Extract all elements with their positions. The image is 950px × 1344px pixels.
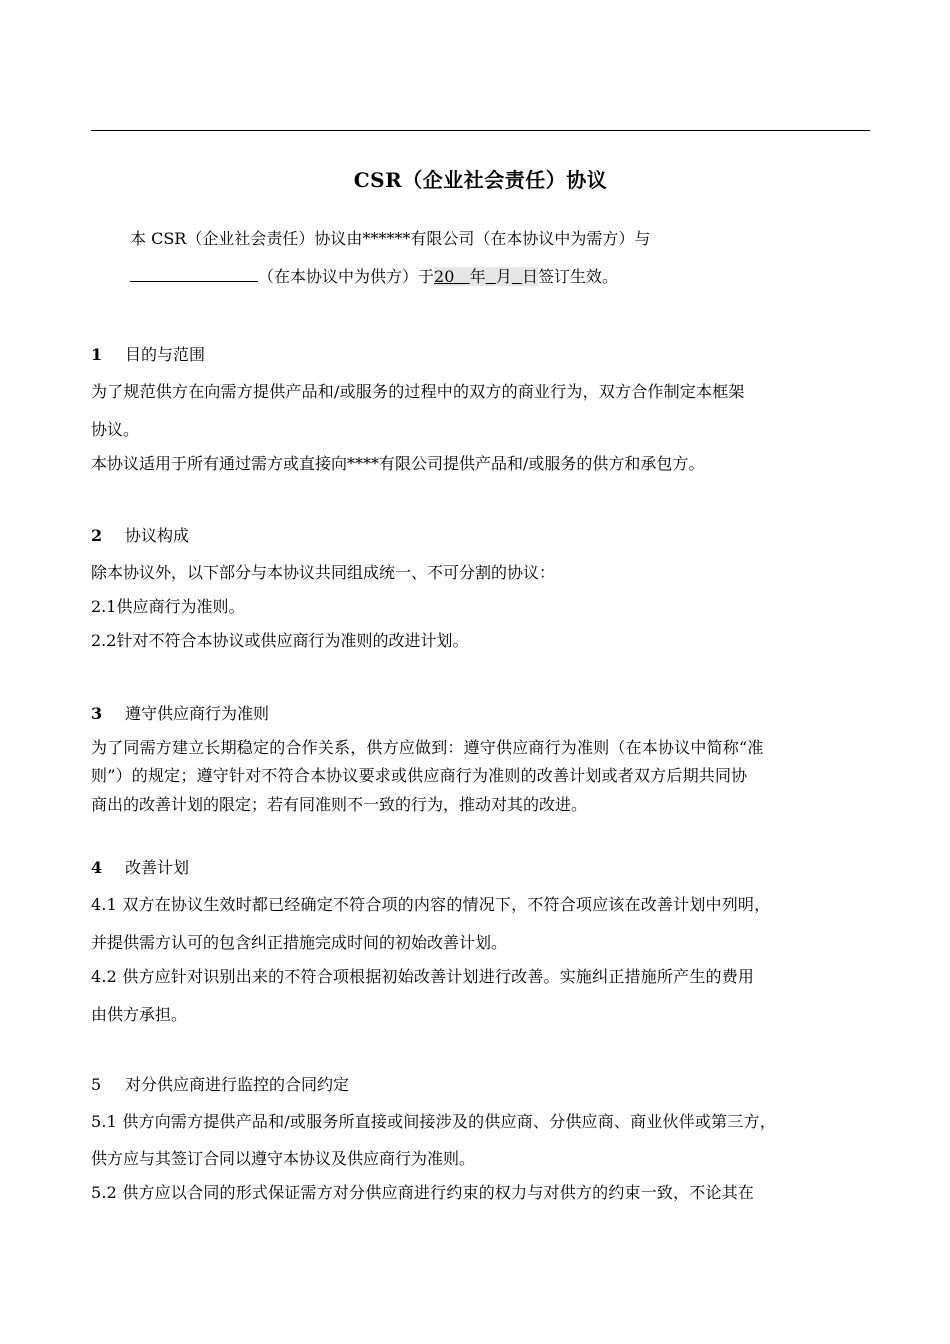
- intro-tail: 签订生效。: [538, 267, 619, 286]
- section-1-heading: [91, 344, 205, 366]
- section-title: 改善计划: [125, 858, 190, 877]
- section-3-line-1: 为了同需方建立长期稳定的合作关系，供方应做到：遵守供应商行为准则（在本协议中简称“准: [91, 738, 764, 757]
- section-5-heading: [91, 1074, 349, 1096]
- month-label: 月: [495, 267, 512, 286]
- section-title: 遵守供应商行为准则: [125, 704, 270, 723]
- section-5-line-2: 供方应与其签订合同以遵守本协议及供应商行为准则。: [91, 1149, 476, 1168]
- section-3-line-3: 商出的改善计划的限定；若有同准则不一致的行为，推动对其的改进。: [91, 795, 588, 814]
- section-4-line-4: 由供方承担。: [91, 1005, 188, 1024]
- section-1-line-3: 本协议适用于所有通过需方或直接向****有限公司提供产品和/或服务的供方和承包方。: [91, 454, 705, 473]
- section-1-line-1: 为了规范供方在向需方提供产品和/或服务的过程中的双方的商业行为，双方合作制定本框架: [91, 382, 745, 401]
- day-label: 日: [522, 267, 539, 286]
- month-blank[interactable]: [486, 267, 496, 286]
- section-1-line-2: 协议。: [91, 420, 140, 439]
- section-4-heading: [91, 857, 189, 879]
- year-field[interactable]: 20: [434, 267, 470, 286]
- section-number: 4: [91, 858, 103, 877]
- section-3-line-2: 则”）的规定；遵守针对不符合本协议要求或供应商行为准则的改善计划或者双方后期共同协: [91, 766, 748, 785]
- year-label: 年: [469, 267, 486, 286]
- section-5-line-3: 5.2 供方应以合同的形式保证需方对分供应商进行约束的权力与对供方的约束一致，不论其在: [91, 1183, 755, 1202]
- section-4-line-3: 4.2 供方应针对识别出来的不符合项根据初始改善计划进行改善。实施纠正措施所产生的费用: [91, 967, 755, 986]
- section-2-heading: [91, 525, 189, 547]
- section-number: 5: [91, 1075, 102, 1094]
- section-title: 协议构成: [125, 526, 190, 545]
- section-3-heading: [91, 703, 269, 725]
- section-2-line-2: 2.1供应商行为准则。: [91, 597, 245, 616]
- section-2-line-3: 2.2针对不符合本协议或供应商行为准则的改进计划。: [91, 631, 469, 650]
- intro-party-suffix: （在本协议中为供方）于: [258, 267, 435, 286]
- section-5-line-1: 5.1 供方向需方提供产品和/或服务所直接或间接涉及的供应商、分供应商、商业伙伴或第三方，: [91, 1112, 776, 1131]
- section-title: 目的与范围: [125, 345, 206, 364]
- section-title: 对分供应商进行监控的合同约定: [125, 1075, 350, 1094]
- document-title: CSR（企业社会责任）协议: [353, 168, 608, 192]
- section-number: 1: [91, 345, 103, 364]
- section-4-line-1: 4.1 双方在协议生效时都已经确定不符合项的内容的情况下，不符合项应该在改善计划中列明，: [91, 895, 771, 914]
- section-2-line-1: 除本协议外，以下部分与本协议共同组成统一、不可分割的协议：: [91, 563, 556, 582]
- section-number: 3: [91, 704, 103, 723]
- intro-line-1: 本 CSR（企业社会责任）协议由******有限公司（在本协议中为需方）与: [130, 229, 651, 248]
- section-4-line-2: 并提供需方认可的包含纠正措施完成时间的初始改善计划。: [91, 933, 508, 952]
- section-number: 2: [91, 526, 103, 545]
- intro-line-2: [130, 264, 909, 288]
- supplier-name-blank[interactable]: [130, 264, 258, 282]
- day-blank[interactable]: [512, 267, 522, 286]
- header-rule: [91, 130, 870, 131]
